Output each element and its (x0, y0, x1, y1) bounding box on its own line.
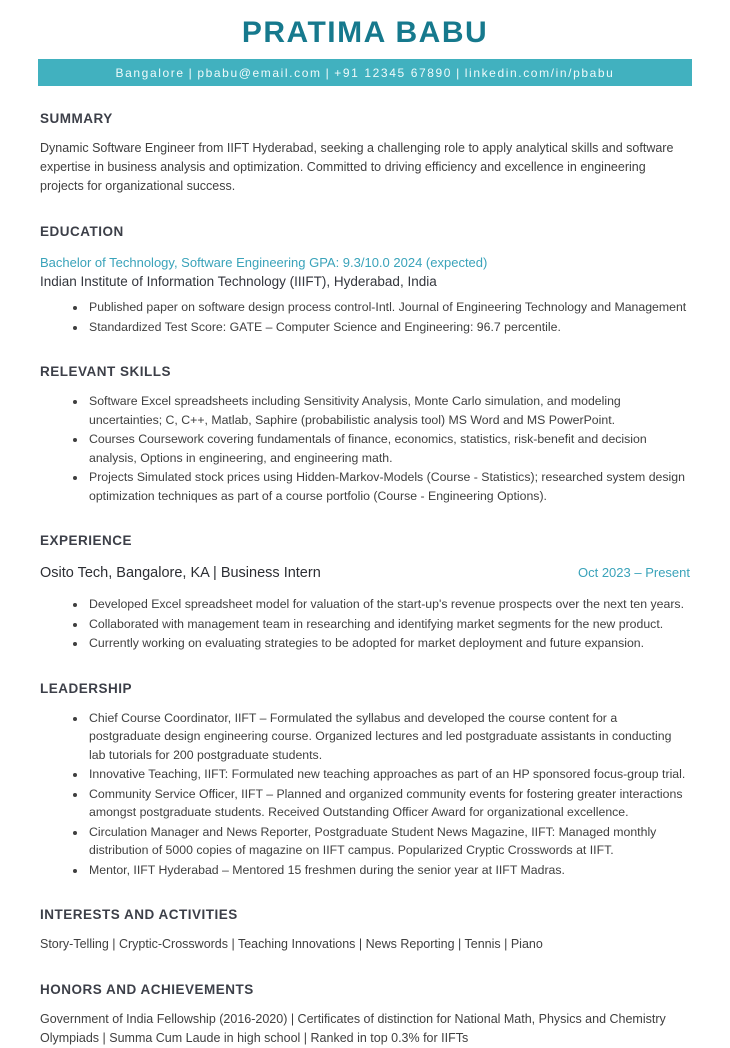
contact-location: Bangalore (115, 66, 185, 80)
contact-phone: +91 12345 67890 (334, 66, 453, 80)
section-heading-education: EDUCATION (40, 224, 124, 239)
section-heading-honors: HONORS AND ACHIEVEMENTS (40, 982, 254, 997)
education-institution: Indian Institute of Information Technology (IIIFT), Hyderabad, India (40, 274, 437, 289)
list-item: • Chief Course Coordinator, IIFT – Formulated the syllabus and developed the course content for a postgraduate design engineering course. Organized lectures and led postgraduate assistants in conducting lab tutorials for 200 postgraduate students. (87, 709, 690, 765)
contact-separator: | (456, 66, 461, 80)
list-item: • Software Excel spreadsheets including Sensitivity Analysis, Monte Carlo simulation, and modeling uncertainties; C, C++, Matlab, Saphire (probabilistic analysis tool) MS Word and MS PowerPoint. (87, 392, 690, 429)
list-item: • Currently working on evaluating strategies to be adopted for market deployment and future expansion. (87, 634, 690, 653)
experience-dates: Oct 2023 – Present (577, 565, 690, 580)
list-item: • Innovative Teaching, IIFT: Formulated new teaching approaches as part of an HP sponsored focus-group trial. (87, 765, 690, 784)
education-bullets (40, 298, 690, 336)
page-title: PRATIMA BABU (241, 16, 489, 49)
section-heading-leadership: LEADERSHIP (40, 680, 133, 696)
contact-email[interactable]: pbabu@email.com (197, 66, 322, 80)
experience-header (40, 565, 690, 581)
list-item: • Courses Coursework covering fundamentals of finance, economics, statistics, risk-benefit and decision analysis, Options in engineering, and engineering math. (87, 430, 690, 467)
leadership-bullets (40, 709, 690, 880)
list-item: • Projects Simulated stock prices using Hidden-Markov-Models (Course - Statistics); researched system design optimization techniques as part of a course portfolio (Course - Engineering Options). (87, 468, 690, 505)
list-item: • Published paper on software design process control-Intl. Journal of Engineering Technology and Management (87, 298, 690, 317)
skills-bullets (40, 392, 690, 505)
experience-bullets (40, 595, 690, 653)
list-item: • Collaborated with management team in researching and identifying market segments for the new product. (87, 615, 690, 634)
contact-separator: | (325, 66, 331, 80)
company-title: Osito Tech, Bangalore, KA | Business Intern (40, 565, 321, 581)
summary-text: Dynamic Software Engineer from IIFT Hyderabad, seeking a challenging role to apply analytical skills and software expertise in business analysis and optimization. Committed to driving efficiency and excellence in engineering projects for organizational success. (40, 141, 674, 193)
contact-linkedin[interactable]: linkedin.com/in/pbabu (464, 66, 615, 80)
list-item: • Circulation Manager and News Reporter, Postgraduate Student News Magazine, IIFT: Managed monthly distribution of 5000 copies of magazine on IIFT campus. Popularized Cryptic Crosswords at IIFT. (87, 823, 690, 860)
list-item: • Community Service Officer, IIFT – Planned and organized community events for fostering greater interactions amongst postgraduate students. Received Outstanding Officer Award for organizational excellence. (87, 785, 690, 822)
contact-bar (38, 59, 692, 86)
interests-text: Story-Telling | Cryptic-Crosswords | Teaching Innovations | News Reporting | Tennis | Piano (40, 937, 543, 951)
list-item: • Standardized Test Score: GATE – Computer Science and Engineering: 96.7 percentile. (87, 318, 690, 337)
honors-text: Government of India Fellowship (2016-2020) | Certificates of distinction for National Math, Physics and Chemistry Olympiads | Summa Cum Laude in high school | Ranked in top 0.3% for IIFTs (40, 1012, 666, 1045)
contact-separator: | (188, 66, 194, 80)
education-degree-link[interactable]: Bachelor of Technology, Software Engineering GPA: 9.3/10.0 2024 (expected) (40, 255, 488, 270)
section-heading-experience: EXPERIENCE (40, 533, 133, 548)
section-heading-interests: INTERESTS AND ACTIVITIES (40, 907, 238, 922)
list-item: • Developed Excel spreadsheet model for valuation of the start-up's revenue prospects over the next ten years. (87, 595, 690, 614)
resume-content (0, 111, 730, 1048)
section-heading-skills: RELEVANT SKILLS (40, 364, 172, 379)
list-item: • Mentor, IIFT Hyderabad – Mentored 15 freshmen during the senior year at IIFT Madras. (87, 861, 690, 880)
section-heading-summary: SUMMARY (40, 111, 113, 126)
